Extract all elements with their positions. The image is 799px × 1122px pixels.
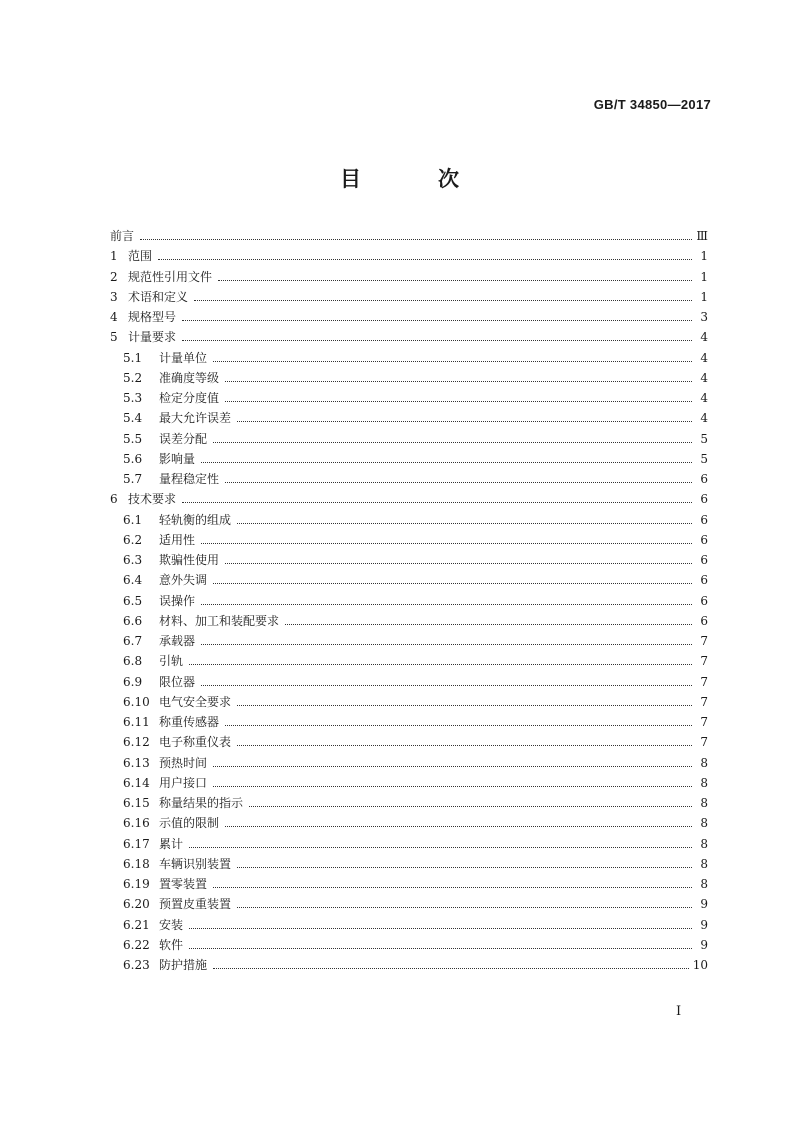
dot-leader xyxy=(237,420,692,422)
toc-entry[interactable] xyxy=(110,813,708,833)
dot-leader xyxy=(225,562,692,564)
toc-entry-label: 欺骗性使用 xyxy=(159,553,220,567)
toc-entry-number: 6.6 xyxy=(123,613,143,628)
toc-entry-label: 限位器 xyxy=(159,674,196,689)
toc-entry-label: 软件 xyxy=(159,937,184,952)
toc-entry-page: 8 xyxy=(700,877,708,891)
dot-leader xyxy=(213,441,692,443)
toc-entry[interactable] xyxy=(110,408,708,428)
dot-leader xyxy=(285,623,692,625)
toc-entry-label: 误差分配 xyxy=(159,431,208,446)
toc-entry[interactable] xyxy=(110,712,708,732)
toc-entry-page: 4 xyxy=(700,350,708,365)
toc-entry[interactable] xyxy=(110,246,708,266)
toc-entry[interactable] xyxy=(110,267,708,287)
toc-entry-number: 5.6 xyxy=(123,451,143,466)
toc-entry-label: 承载器 xyxy=(159,634,196,648)
toc-entry-number: 6.23 xyxy=(123,958,150,972)
toc-entry-number: 6.5 xyxy=(123,593,143,608)
standard-number: GB/T 34850—2017 xyxy=(593,97,711,112)
toc-entry-label: 计量要求 xyxy=(128,330,177,345)
toc-entry-label: 计量单位 xyxy=(159,350,208,365)
toc-entry-number: 6.17 xyxy=(123,836,150,851)
toc-entry[interactable] xyxy=(110,570,708,590)
toc-entry[interactable] xyxy=(110,388,708,408)
toc-entry-label: 轻轨衡的组成 xyxy=(159,512,232,527)
toc-entry-page: 6 xyxy=(700,492,708,507)
dot-leader xyxy=(213,886,692,888)
toc-entry-number: 5.3 xyxy=(123,391,143,405)
toc-entry-number: 2 xyxy=(110,269,118,284)
toc-entry-page: 4 xyxy=(700,330,708,345)
toc-entry-page: 6 xyxy=(700,553,708,567)
dot-leader xyxy=(225,400,692,402)
toc-entry-page: 1 xyxy=(700,289,708,304)
toc-entry-number: 5 xyxy=(110,330,118,345)
toc-entry-label: 用户接口 xyxy=(159,775,208,790)
page-folio: Ⅰ xyxy=(676,1004,682,1019)
dot-leader xyxy=(213,360,692,362)
toc-entry-number: 6.1 xyxy=(123,512,143,527)
toc-entry-label: 适用性 xyxy=(159,532,196,547)
dot-leader xyxy=(249,805,692,807)
toc-entry-label: 安装 xyxy=(159,917,184,932)
toc-entry-page: 6 xyxy=(700,613,708,628)
toc-entry-page: 6 xyxy=(700,593,708,608)
toc-entry-page: 7 xyxy=(700,674,708,689)
toc-entry-number: 5.2 xyxy=(123,370,143,385)
table-of-contents xyxy=(110,226,708,975)
toc-entry[interactable] xyxy=(110,510,708,530)
dot-leader xyxy=(189,927,692,929)
toc-entry-number: 6.15 xyxy=(123,796,150,810)
toc-entry[interactable] xyxy=(110,672,708,692)
dot-leader xyxy=(237,704,692,706)
dot-leader xyxy=(213,765,692,767)
toc-entry-number: 6.22 xyxy=(123,937,150,952)
toc-entry[interactable] xyxy=(110,348,708,368)
toc-entry-page: 4 xyxy=(700,391,708,405)
toc-title: 目 次 xyxy=(340,167,487,191)
dot-leader xyxy=(225,380,692,382)
toc-entry[interactable] xyxy=(110,368,708,388)
toc-entry-number: 5.5 xyxy=(123,431,143,446)
toc-entry-number: 6.2 xyxy=(123,532,143,547)
toc-entry-page: 9 xyxy=(700,937,708,952)
toc-entry[interactable] xyxy=(110,915,708,935)
toc-entry-page: 6 xyxy=(700,512,708,527)
toc-entry-label: 最大允许误差 xyxy=(159,411,232,426)
toc-entry-label: 准确度等级 xyxy=(159,370,220,385)
toc-entry[interactable] xyxy=(110,429,708,449)
toc-entry-label: 示值的限制 xyxy=(159,816,220,831)
toc-entry-label: 意外失调 xyxy=(159,573,208,588)
toc-entry-label: 置零装置 xyxy=(159,877,208,891)
toc-entry[interactable] xyxy=(110,226,708,246)
toc-entry-page: 8 xyxy=(700,836,708,851)
toc-entry[interactable] xyxy=(110,287,708,307)
toc-entry[interactable] xyxy=(110,631,708,651)
toc-entry-number: 6.18 xyxy=(123,856,150,871)
toc-entry-number: 6.10 xyxy=(123,694,150,709)
toc-entry-label: 车辆识别装置 xyxy=(159,856,232,871)
dot-leader xyxy=(201,603,692,605)
toc-entry-page: 8 xyxy=(700,796,708,810)
toc-entry-label: 预置皮重装置 xyxy=(159,897,232,912)
toc-entry-number: 6.21 xyxy=(123,917,150,932)
toc-entry-page: 4 xyxy=(700,370,708,385)
toc-entry-label: 规范性引用文件 xyxy=(128,269,213,284)
toc-entry-number: 6.8 xyxy=(123,654,143,669)
dot-leader xyxy=(201,643,692,645)
toc-entry-label: 检定分度值 xyxy=(159,391,220,405)
toc-entry-label: 范围 xyxy=(128,249,153,264)
toc-entry[interactable] xyxy=(110,469,708,489)
toc-entry-page: 1 xyxy=(700,249,708,264)
toc-entry-number: 5.1 xyxy=(123,350,143,365)
toc-entry-label: 称量结果的指示 xyxy=(159,796,244,810)
toc-entry-page: 5 xyxy=(700,451,708,466)
toc-entry-page: 7 xyxy=(700,634,708,648)
toc-entry-number: 5.7 xyxy=(123,472,143,486)
dot-leader xyxy=(237,522,692,524)
dot-leader xyxy=(237,906,692,908)
toc-entry[interactable] xyxy=(110,955,708,975)
toc-entry[interactable] xyxy=(110,935,708,955)
toc-entry[interactable] xyxy=(110,753,708,773)
toc-entry-number: 6 xyxy=(110,492,118,507)
dot-leader xyxy=(140,238,692,240)
toc-entry-label: 电气安全要求 xyxy=(159,694,232,709)
toc-entry-number: 6.20 xyxy=(123,897,150,912)
toc-entry-label: 称重传感器 xyxy=(159,715,220,729)
toc-entry-page: 3 xyxy=(700,310,708,324)
toc-entry-label: 技术要求 xyxy=(128,492,177,507)
dot-leader xyxy=(237,866,692,868)
toc-entry-number: 6.12 xyxy=(123,735,150,750)
toc-entry-number: 6.16 xyxy=(123,816,150,831)
toc-entry-number: 6.11 xyxy=(123,715,150,729)
toc-entry-label: 术语和定义 xyxy=(128,289,189,304)
toc-entry[interactable] xyxy=(110,449,708,469)
toc-entry-number: 5.4 xyxy=(123,411,143,426)
dot-leader xyxy=(218,279,692,281)
toc-entry-page: 7 xyxy=(700,654,708,669)
dot-leader xyxy=(194,299,692,301)
toc-entry-page: 8 xyxy=(700,816,708,831)
toc-entry-page: 7 xyxy=(700,694,708,709)
dot-leader xyxy=(158,258,692,260)
toc-entry-page: 9 xyxy=(700,897,708,912)
toc-entry-number: 6.7 xyxy=(123,634,143,648)
toc-entry[interactable] xyxy=(110,894,708,914)
toc-entry-page: 1 xyxy=(700,269,708,284)
toc-entry-page: 5 xyxy=(700,431,708,446)
toc-entry-label: 前言 xyxy=(110,229,135,243)
toc-entry-number: 6.4 xyxy=(123,573,143,588)
toc-entry-label: 量程稳定性 xyxy=(159,472,220,486)
dot-leader xyxy=(201,542,692,544)
toc-entry[interactable] xyxy=(110,692,708,712)
toc-entry-page: 6 xyxy=(700,472,708,486)
toc-entry-label: 电子称重仪表 xyxy=(159,735,232,750)
toc-entry-page: 8 xyxy=(700,755,708,770)
toc-entry-page: 8 xyxy=(700,775,708,790)
toc-entry-label: 防护措施 xyxy=(159,958,208,972)
toc-entry-page: 7 xyxy=(700,715,708,729)
toc-entry[interactable] xyxy=(110,550,708,570)
dot-leader xyxy=(213,967,689,969)
toc-entry-page: 9 xyxy=(700,917,708,932)
toc-entry[interactable] xyxy=(110,834,708,854)
toc-entry-label: 误操作 xyxy=(159,593,196,608)
toc-entry[interactable] xyxy=(110,489,708,509)
dot-leader xyxy=(225,724,692,726)
toc-entry-page: 7 xyxy=(700,735,708,750)
dot-leader xyxy=(182,501,692,503)
toc-entry-number: 6.9 xyxy=(123,674,143,689)
toc-entry[interactable] xyxy=(110,651,708,671)
dot-leader xyxy=(213,785,692,787)
dot-leader xyxy=(225,825,692,827)
dot-leader xyxy=(189,846,692,848)
toc-entry-page: 6 xyxy=(700,573,708,588)
dot-leader xyxy=(201,684,692,686)
toc-entry-page: 6 xyxy=(700,532,708,547)
toc-entry-label: 规格型号 xyxy=(128,310,177,324)
toc-entry-number: 6.14 xyxy=(123,775,150,790)
toc-entry-number: 6.19 xyxy=(123,877,150,891)
dot-leader xyxy=(237,744,692,746)
toc-entry[interactable] xyxy=(110,307,708,327)
toc-entry[interactable] xyxy=(110,793,708,813)
toc-entry[interactable] xyxy=(110,773,708,793)
dot-leader xyxy=(182,319,692,321)
toc-entry-page: 8 xyxy=(700,856,708,871)
toc-entry-number: 1 xyxy=(110,249,118,264)
dot-leader xyxy=(189,663,692,665)
dot-leader xyxy=(213,582,692,584)
toc-entry-page: Ⅲ xyxy=(696,229,708,243)
toc-entry-label: 材料、加工和装配要求 xyxy=(159,613,280,628)
toc-entry-label: 累计 xyxy=(159,836,184,851)
toc-entry-number: 3 xyxy=(110,289,118,304)
toc-entry-label: 预热时间 xyxy=(159,755,208,770)
dot-leader xyxy=(182,339,692,341)
toc-entry[interactable] xyxy=(110,732,708,752)
dot-leader xyxy=(189,947,692,949)
toc-entry-label: 引轨 xyxy=(159,654,184,669)
toc-entry[interactable] xyxy=(110,874,708,894)
toc-entry-number: 4 xyxy=(110,310,118,324)
dot-leader xyxy=(225,481,692,483)
toc-entry-page: 10 xyxy=(692,958,708,972)
toc-entry[interactable] xyxy=(110,854,708,874)
toc-entry[interactable] xyxy=(110,327,708,347)
toc-entry-number: 6.13 xyxy=(123,755,150,770)
toc-entry[interactable] xyxy=(110,530,708,550)
toc-entry-label: 影响量 xyxy=(159,451,196,466)
toc-entry-number: 6.3 xyxy=(123,553,143,567)
toc-entry-page: 4 xyxy=(700,411,708,426)
toc-entry[interactable] xyxy=(110,611,708,631)
dot-leader xyxy=(201,461,692,463)
toc-entry[interactable] xyxy=(110,591,708,611)
